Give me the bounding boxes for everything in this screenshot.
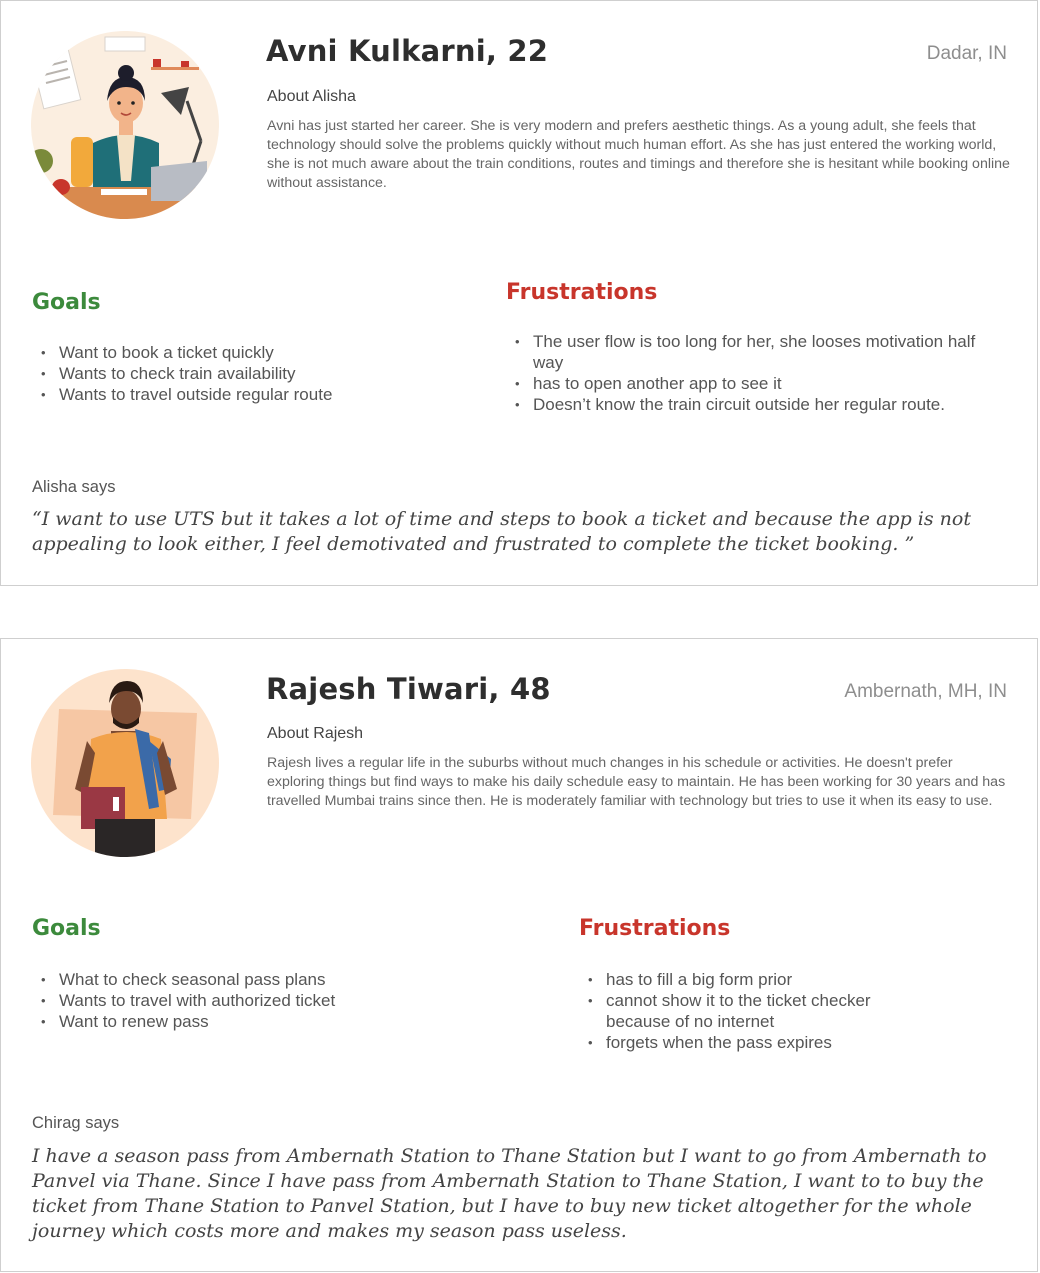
quote: I have a season pass from Ambernath Station to Thane Station but I want to go from Ambernath to Panvel via Thane. Since I have pass from Ambernath Station to Thane Station, I want to to buy the ticket from Thane Station to Panvel Station, but I have to buy new ticket altogether for the whole journey which costs more and makes my season pass useless. bbox=[32, 1145, 987, 1242]
goals-list bbox=[33, 342, 453, 405]
says-label: Chirag says bbox=[32, 1114, 120, 1132]
persona-location: Dadar, IN bbox=[926, 43, 1007, 64]
list-item: • Doesn’t know the train circuit outside her regular route. bbox=[507, 394, 997, 415]
persona-name: Rajesh Tiwari, 48 bbox=[266, 672, 551, 706]
avatar bbox=[31, 31, 219, 219]
goals-title: Goals bbox=[32, 290, 101, 315]
list-item: • Want to renew pass bbox=[33, 1011, 353, 1032]
woman-at-desk-illustration-icon bbox=[31, 31, 219, 219]
frustrations-title: Frustrations bbox=[506, 280, 658, 305]
list-item: • What to check seasonal pass plans bbox=[33, 969, 353, 990]
goals-list bbox=[33, 969, 353, 1032]
frustrations-list bbox=[507, 331, 997, 415]
list-item: • has to fill a big form prior bbox=[580, 969, 880, 990]
about-text: Avni has just started her career. She is very modern and prefers aesthetic things. As a young adult, she feels that technology should solve the problems quickly without much human effort. As she has just entered the working world, she is not much aware about the train conditions, routes and timings and therefore she is hesitant while booking online without assistance. bbox=[267, 118, 1010, 191]
persona-card-rajesh bbox=[0, 638, 1038, 1272]
avatar bbox=[31, 669, 219, 857]
about-title: About Alisha bbox=[267, 88, 356, 105]
persona-card-avni bbox=[0, 0, 1038, 586]
list-item: • has to open another app to see it bbox=[507, 373, 997, 394]
list-item: • Wants to travel outside regular route bbox=[33, 384, 453, 405]
persona-name: Avni Kulkarni, 22 bbox=[266, 34, 549, 68]
frustrations-title: Frustrations bbox=[579, 916, 731, 941]
goals-title: Goals bbox=[32, 916, 101, 941]
says-label: Alisha says bbox=[32, 478, 116, 496]
list-item: • Wants to travel with authorized ticket bbox=[33, 990, 353, 1011]
list-item: • The user flow is too long for her, she looses motivation half way bbox=[507, 331, 997, 373]
persona-location: Ambernath, MH, IN bbox=[844, 681, 1007, 702]
about-title: About Rajesh bbox=[267, 725, 364, 742]
list-item: • cannot show it to the ticket checker because of no internet bbox=[580, 990, 880, 1032]
list-item: • Want to book a ticket quickly bbox=[33, 342, 453, 363]
man-with-backpack-illustration-icon bbox=[31, 669, 219, 857]
list-item: • Wants to check train availability bbox=[33, 363, 453, 384]
about-text: Rajesh lives a regular life in the suburbs without much changes in his schedule or activities. He doesn't prefer exploring things but find ways to make his daily schedule easy to maintain. He has been working for 30 years and has travelled Mumbai trains since then. He is moderately familiar with technology but tries to use it when its easy to use. bbox=[267, 755, 1006, 809]
frustrations-list bbox=[580, 969, 880, 1053]
list-item: • forgets when the pass expires bbox=[580, 1032, 880, 1053]
quote: “I want to use UTS but it takes a lot of time and steps to book a ticket and because the app is not appealing to look either, I feel demotivated and frustrated to complete the ticket booking. ” bbox=[32, 508, 971, 555]
